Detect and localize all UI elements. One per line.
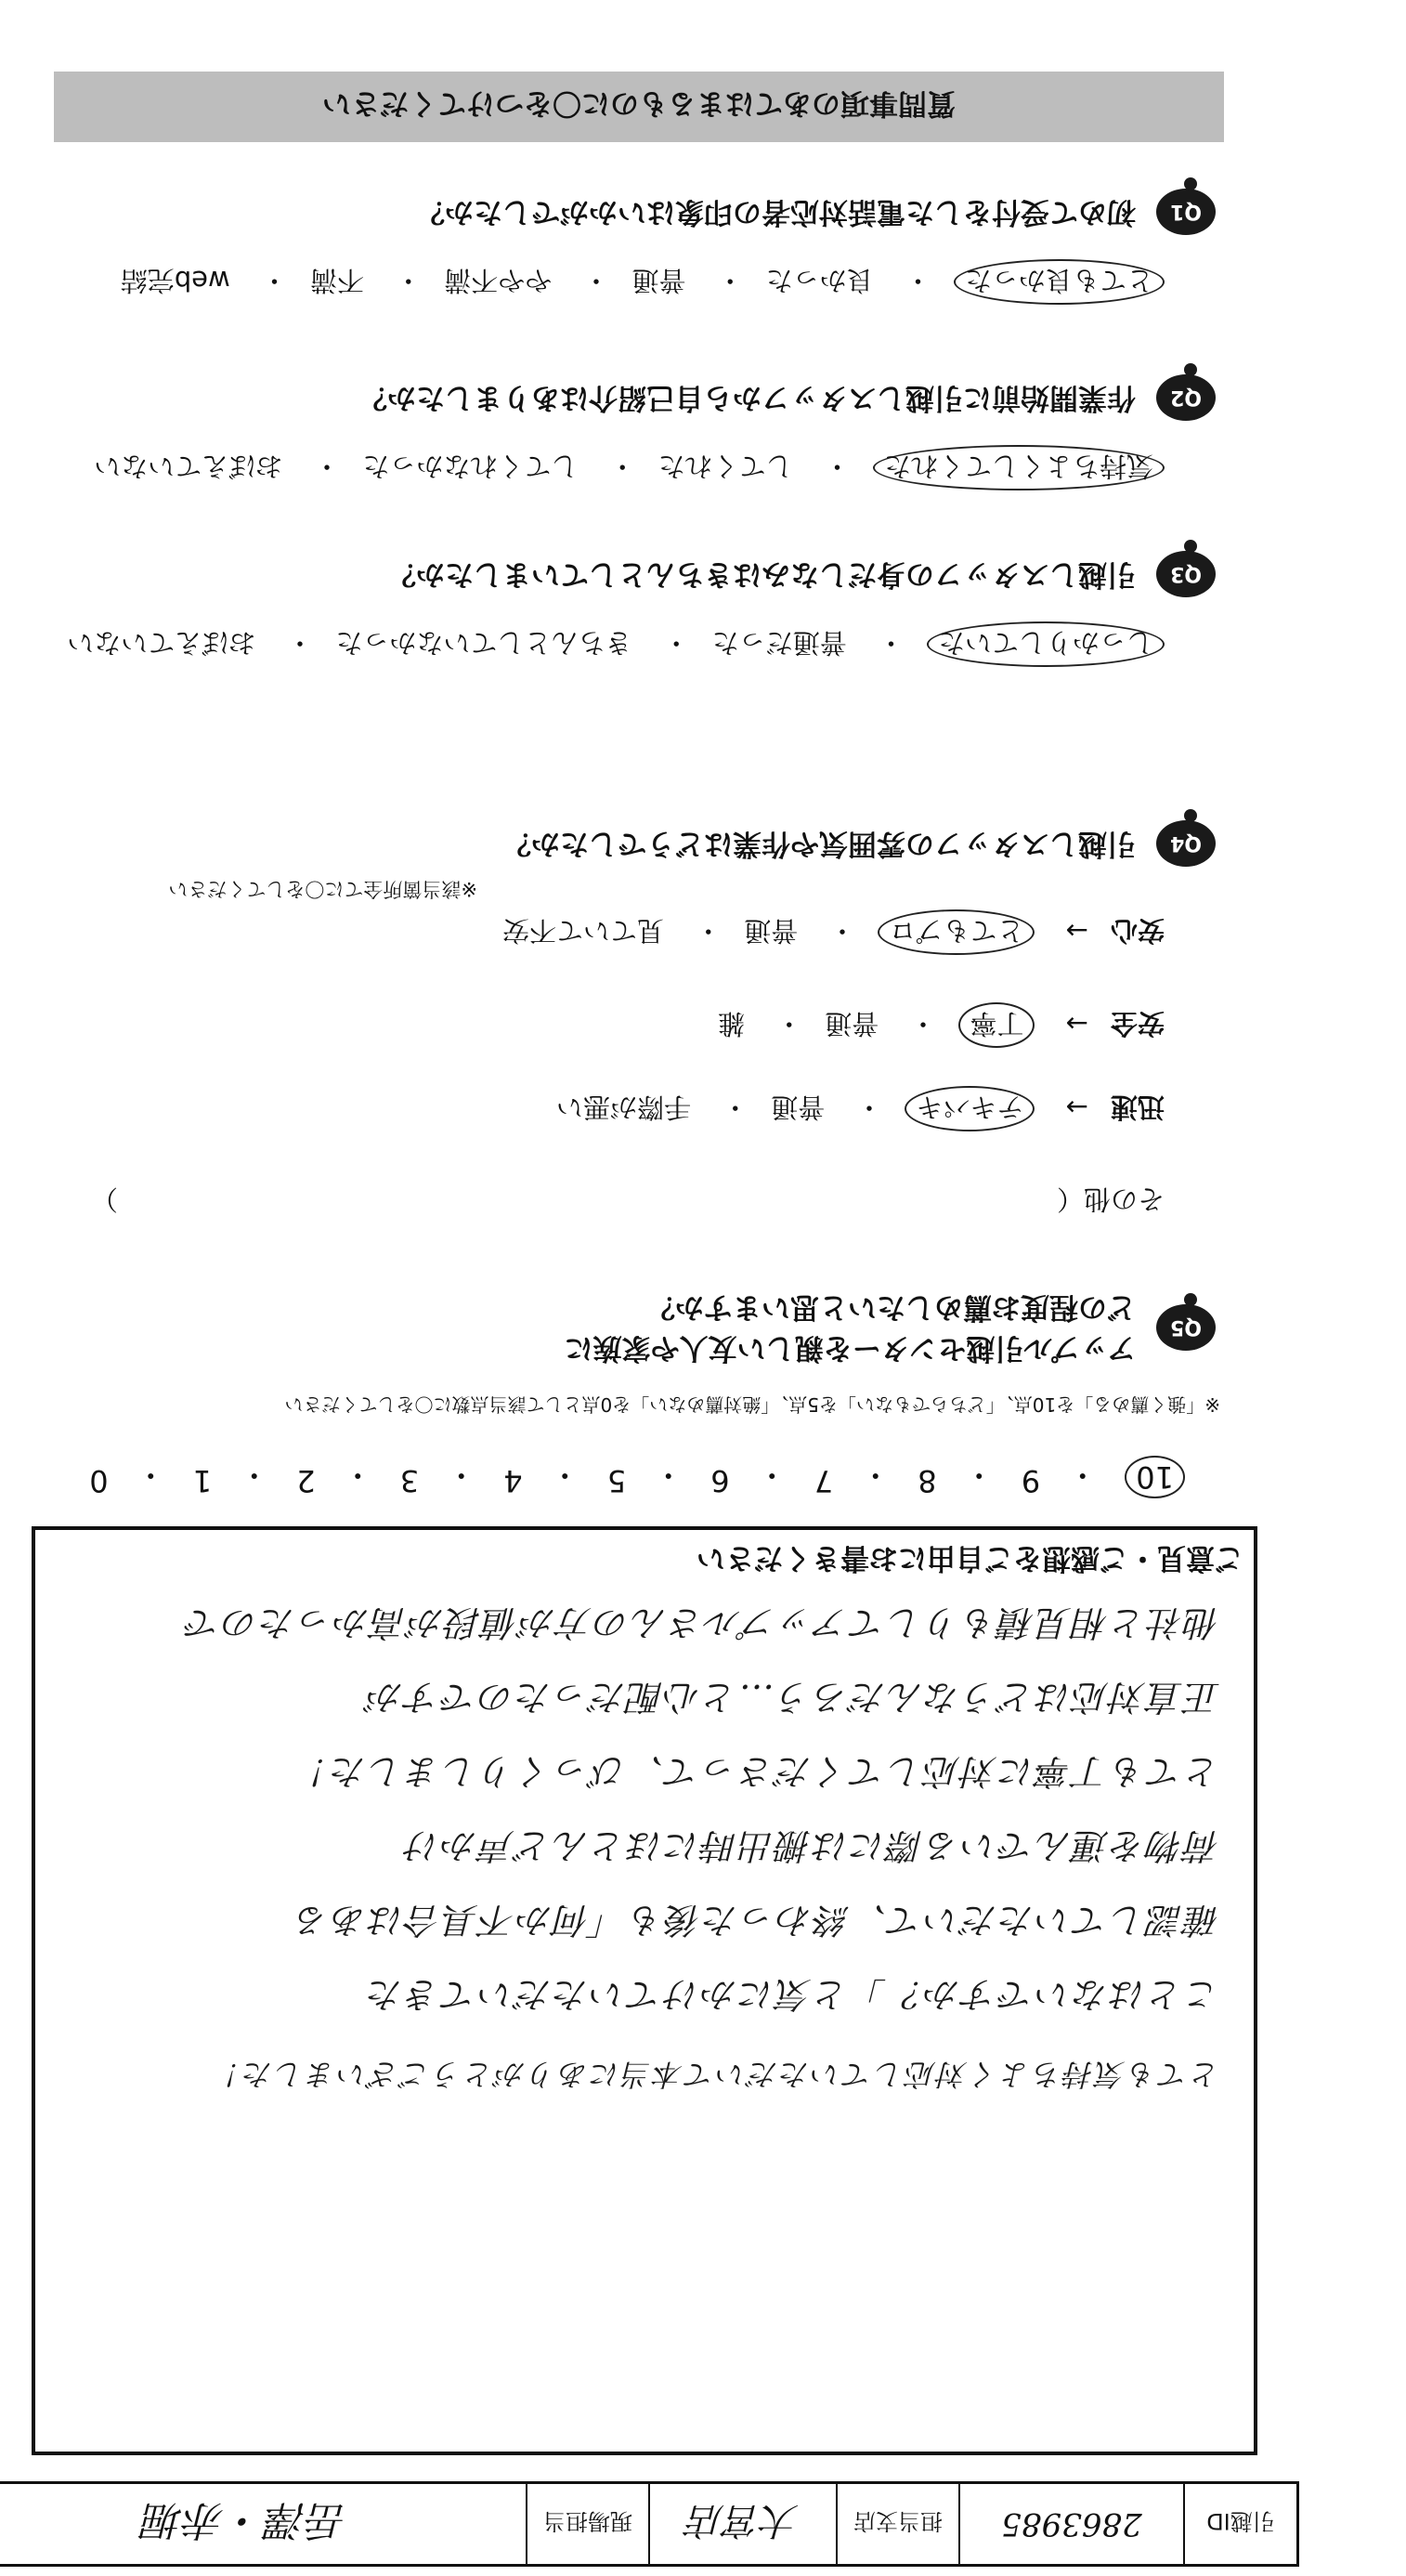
q1-badge: Q1: [1156, 189, 1216, 235]
comments-label: ご意見・ご感想をご自由にお書きください: [696, 1541, 1243, 1575]
q4-row-label: 迅速: [1110, 1092, 1165, 1123]
q2-option[interactable]: してくれた: [657, 451, 793, 482]
q1-option[interactable]: 不満: [309, 265, 364, 296]
q4-option[interactable]: 雑: [717, 1008, 745, 1040]
q1-option[interactable]: web完結: [120, 265, 230, 296]
q4-other-label: その他（: [1056, 1183, 1165, 1215]
q1-option[interactable]: 良かった: [765, 265, 874, 296]
q3-options: しっかりしていた・ 普通だった・ きちんとしていなかった・ おぼえていない: [45, 621, 1165, 667]
staff-value: 岳澤・赤堀: [143, 2496, 348, 2543]
q5-badge: Q5: [1156, 1304, 1216, 1351]
comment-line: 正直対応はどうなんだろう…と心配だったのですが: [365, 1677, 1220, 1718]
q5-score[interactable]: 6: [710, 1463, 730, 1498]
q4-option[interactable]: 普通: [744, 915, 799, 947]
q5-score[interactable]: 0: [89, 1463, 109, 1498]
q4-option[interactable]: 手際が悪い: [555, 1092, 691, 1123]
q1-option[interactable]: とても良かった: [954, 259, 1165, 305]
q5-text-line1: アップル引越センターを親しい友人や家族に: [564, 1331, 1136, 1365]
id-table: [0, 2481, 1299, 2567]
q4-note: ※該当箇所全てに〇をしてください: [168, 878, 477, 900]
q5-score[interactable]: 5: [606, 1463, 627, 1498]
q4-option[interactable]: とてもプロ: [878, 909, 1035, 955]
q5-score[interactable]: 10: [1125, 1456, 1185, 1498]
comment-line: とても気持ちよく対応していただいて本当にありがとうございました！: [209, 2057, 1220, 2092]
question-1: [416, 189, 1216, 235]
question-4: [502, 820, 1216, 867]
q5-note: ※「強く薦める」を10点、「どちらでもない」を5点、「絶対薦めない」を0点として該当点数に〇をしてください: [284, 1393, 1220, 1416]
comment-line: とても丁寧に対応してくださって、びっくりしました！: [292, 1751, 1220, 1792]
branch-label: 担当支店: [836, 2484, 958, 2564]
q5-score[interactable]: 1: [192, 1463, 213, 1498]
q5-text-line2: どの程度お薦めしたいと思いますか？: [646, 1290, 1136, 1324]
q5-score[interactable]: 4: [503, 1463, 523, 1498]
q4-option[interactable]: テキパキ: [905, 1086, 1035, 1131]
q2-option[interactable]: してくれなかった: [362, 451, 579, 482]
comment-line: 荷物を運んでいる際には搬出時にほとんど声かけ: [402, 1825, 1220, 1866]
q5-score[interactable]: 2: [296, 1463, 316, 1498]
id-value: 2863985: [958, 2484, 1183, 2564]
q2-option[interactable]: おぼえていない: [94, 451, 283, 482]
q4-option[interactable]: 普通: [825, 1008, 879, 1040]
q2-badge: Q2: [1156, 374, 1216, 421]
q4-row-label: 安全: [1110, 1008, 1165, 1040]
branch-value: 大宮店: [648, 2484, 836, 2564]
id-label: 引越ID: [1183, 2484, 1296, 2564]
q3-option[interactable]: きちんとしていなかった: [335, 627, 632, 659]
q2-options: 気持ちよくしてくれた・ してくれた・ してくれなかった・ おぼえていない: [72, 445, 1165, 490]
q4-other-close: ）: [91, 1183, 119, 1215]
q3-option[interactable]: 普通だった: [711, 627, 847, 659]
q5-scale: 10 ・ 9 ・ 8 ・ 7 ・ 6 ・ 5 ・ 4 ・ 3 ・ 2 ・ 1 ・ 0: [89, 1456, 1185, 1498]
q5-score[interactable]: 7: [814, 1463, 834, 1498]
q4-row-safety: 安全→ 丁寧・ 普通・ 雑: [696, 1002, 1165, 1048]
q4-option[interactable]: 丁寧: [958, 1002, 1035, 1048]
q5-score[interactable]: 9: [1021, 1463, 1041, 1498]
q1-text: 初めて受付をした電話対応者の印象はいかがでしたか？: [416, 195, 1136, 229]
q3-text: 引越しスタッフの身だしなみはきちんとしていましたか？: [387, 557, 1136, 591]
q3-option[interactable]: しっかりしていた: [927, 621, 1165, 667]
question-5: [565, 1287, 1216, 1368]
q4-row-label: 安心: [1110, 915, 1165, 947]
q4-other: [69, 1182, 1165, 1220]
q4-row-relief: 安心→ とてもプロ・ 普通・ 見ていて不安: [480, 909, 1165, 955]
q1-option[interactable]: やや不満: [444, 265, 553, 296]
q4-badge: Q4: [1156, 820, 1216, 867]
q5-score[interactable]: 3: [399, 1463, 420, 1498]
question-2: [358, 374, 1216, 421]
q3-option[interactable]: おぼえていない: [67, 627, 256, 659]
comment-line: ことはないですか？」と気にかけていただいてきた: [365, 1974, 1220, 2015]
q2-text: 作業開始前に引越しスタッフから自己紹介はありましたか？: [358, 381, 1136, 414]
instruction-banner: 質問事項のあてはまるものに〇をつけてください: [54, 72, 1224, 142]
q4-option[interactable]: 普通: [771, 1092, 826, 1123]
q3-badge: Q3: [1156, 551, 1216, 597]
question-3: [387, 551, 1216, 597]
staff-label: 現場担当: [526, 2484, 648, 2564]
q2-option[interactable]: 気持ちよくしてくれた: [873, 445, 1165, 490]
q4-option[interactable]: 見ていて不安: [501, 915, 664, 947]
q4-text: 引越しスタッフの雰囲気や作業はどうでしたか？: [502, 827, 1136, 860]
q1-options: とても良かった・ 良かった・ 普通・ やや不満・ 不満・ web完結: [98, 259, 1165, 305]
q5-score[interactable]: 8: [918, 1463, 937, 1498]
q4-row-speed: 迅速→ テキパキ・ 普通・ 手際が悪い: [534, 1086, 1165, 1131]
q1-option[interactable]: 普通: [631, 265, 686, 296]
comment-line: 確認していただいて、終わった後も「何か不具合はある: [293, 1900, 1220, 1941]
comment-line: 他社と相見積もりしてアップルさんの方が値段が高かったので: [184, 1602, 1220, 1643]
